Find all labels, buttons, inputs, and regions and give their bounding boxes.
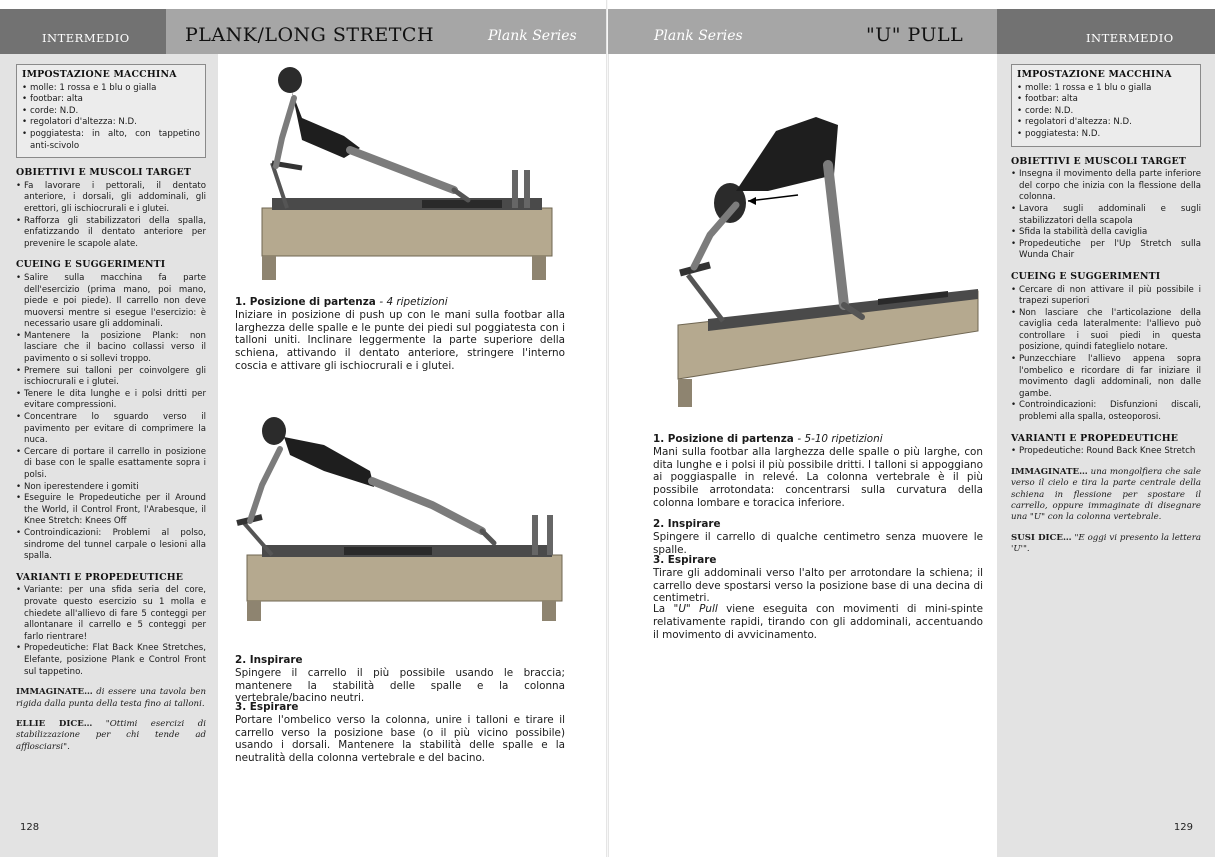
imagine-text: di essere una tavola ben rigida dalla punta della testa fino ai talloni. xyxy=(16,687,207,709)
list-item: • Premere sui talloni per coinvolgere gli ischiocrurali e i glutei. xyxy=(16,366,206,389)
reformer-plank-illustration xyxy=(232,58,572,286)
step-3-title: 3. Espirare xyxy=(653,554,717,566)
imagine-text: una mongolfiera che sale verso il cielo e tira la parte centrale della schiena in flessione per spostare il carrello, oppure immaginate di disegnare una "U" con la colonna vertebrale. xyxy=(1011,466,1201,523)
list-item: • Variante: per una sfida seria del core, provate questo esercizio su 1 molla e chiedete all'allievo di fare 5 conteggi per allontanare il carrello e 5 conteggi per farlo rientrare! xyxy=(16,585,206,643)
u-pull-note xyxy=(653,603,983,641)
imagine-note xyxy=(16,687,206,710)
list-item: • Eseguire le Propedeutiche per il Around the World, il Control Front, l'Arabesque, il Knee Stretch: Knees Off xyxy=(16,493,206,528)
list-item: • poggiatesta: N.D. xyxy=(1017,129,1195,141)
step-2-text: Spingere il carrello di qualche centimetro senza muovere le spalle. xyxy=(653,530,983,556)
top-strip xyxy=(0,0,607,9)
goals-list xyxy=(16,181,206,251)
machine-setup-list xyxy=(1017,83,1195,141)
sidebar-content xyxy=(1011,64,1201,556)
ellie-lead: ELLIE DICE… xyxy=(16,718,93,729)
sidebar-content xyxy=(16,64,206,753)
imagine-note xyxy=(1011,467,1201,524)
list-item: • Controindicazioni: Problemi al polso, sindrome del tunnel carpale o lesioni alla spalla. xyxy=(16,528,206,563)
left-page xyxy=(0,0,607,857)
step-2-text: Spingere il carrello il più possibile usando le braccia; mantenere la stabilità delle spalle e la colonna vertebrale/bacino neutri. xyxy=(235,666,565,705)
step-2-title: 2. Inspirare xyxy=(235,654,303,666)
step-3-title: 3. Espirare xyxy=(235,701,299,713)
photo-u-pull xyxy=(648,95,988,415)
cueing-list xyxy=(1011,285,1201,424)
list-item: • Tenere le dita lunghe e i polsi dritti per evitare compressioni. xyxy=(16,389,206,412)
list-item: • Rafforza gli stabilizzatori della spalla, enfatizzando il dentato anteriore per prevenire le scapole alate. xyxy=(16,216,206,251)
page-number: 128 xyxy=(20,822,40,833)
machine-setup-title: IMPOSTAZIONE MACCHINA xyxy=(1017,69,1172,80)
imagine-lead: IMMAGINATE… xyxy=(16,687,93,698)
step-1 xyxy=(235,296,565,373)
list-item: • Propedeutiche per l'Up Stretch sulla Wunda Chair xyxy=(1011,239,1201,262)
ellie-note xyxy=(16,719,206,753)
photo-plank-start xyxy=(232,58,572,286)
reformer-u-pull-illustration xyxy=(648,95,988,415)
step-1-title xyxy=(235,296,565,309)
step-3 xyxy=(653,554,983,605)
susi-lead: SUSI DICE… xyxy=(1011,532,1072,543)
step-3 xyxy=(235,701,565,765)
list-item: • corde: N.D. xyxy=(22,106,200,118)
list-item: • footbar: alta xyxy=(1017,94,1195,106)
step-2-title: 2. Inspirare xyxy=(653,518,721,530)
u-pull-note-text: viene eseguita con movimenti di mini-spinte relativamente rapidi, tirando con gli addominali, accentuando il movimento di avvicinamento. xyxy=(653,603,984,641)
list-item: • Non lasciare che l'articolazione della caviglia ceda lateralmente: l'allievo può controllare i suoi piedi in questa posizione, quindi fateglielo notare. xyxy=(1011,308,1201,354)
cueing-section xyxy=(1011,271,1201,424)
list-item: • Fa lavorare i pettorali, il dentato anteriore, i dorsali, gli addominali, gli erettori, gli ischiocrurali e i glutei. xyxy=(16,181,206,216)
machine-setup-title: IMPOSTAZIONE MACCHINA xyxy=(22,69,177,80)
right-page xyxy=(608,0,1215,857)
exercise-title: PLANK/LONG STRETCH xyxy=(185,24,435,46)
list-item: • Salire sulla macchina fa parte dell'esercizio (prima mano, poi mano, piede e poi piede). Il carrello non deve muoversi mentre si esegue l'esercizio: è necessario usare gli addominali. xyxy=(16,273,206,331)
goals-section xyxy=(1011,156,1201,262)
list-item: • regolatori d'altezza: N.D. xyxy=(1017,117,1195,129)
list-item: • Propedeutiche: Flat Back Knee Stretches, Elefante, posizione Plank e Control Front sul tappetino. xyxy=(16,643,206,678)
list-item: • Insegna il movimento della parte inferiore del corpo che inizia con la flessione della colonna. xyxy=(1011,169,1201,204)
list-item: • Lavora sugli addominali e sugli stabilizzatori della scapola xyxy=(1011,204,1201,227)
level-label: INTERMEDIO xyxy=(1086,31,1174,45)
list-item: • molle: 1 rossa e 1 blu o gialla xyxy=(1017,83,1195,95)
list-item: • Cercare di portare il carrello in posizione di base con le spalle esattamente sopra i polsi. xyxy=(16,447,206,482)
list-item: • regolatori d'altezza: N.D. xyxy=(22,117,200,129)
step-1-reps: - 4 ripetizioni xyxy=(379,296,448,308)
variants-list xyxy=(1011,446,1201,458)
step-2 xyxy=(653,518,983,556)
list-item: • molle: 1 rossa e 1 blu o gialla xyxy=(22,83,200,95)
cueing-title: CUEING E SUGGERIMENTI xyxy=(16,259,166,271)
step-1-title xyxy=(653,433,983,446)
cueing-list xyxy=(16,273,206,563)
series-label: Plank Series xyxy=(654,28,743,44)
variants-title: VARIANTI E PROPEDEUTICHE xyxy=(16,571,184,583)
series-label: Plank Series xyxy=(488,28,577,44)
list-item: • Controindicazioni: Disfunzioni discali, problemi alla spalla, osteoporosi. xyxy=(1011,400,1201,423)
step-1 xyxy=(653,433,983,510)
list-item: • Mantenere la posizione Plank: non lasciare che il bacino collassi verso il pavimento o si sollevi troppo. xyxy=(16,331,206,366)
step-3-text: Tirare gli addominali verso l'alto per arrotondare la schiena; il carrello deve spostarsi verso la posizione base di una decina di centimetri. xyxy=(653,566,983,605)
cueing-title: CUEING E SUGGERIMENTI xyxy=(1011,270,1161,282)
goals-list xyxy=(1011,169,1201,262)
step-1-text: Iniziare in posizione di push up con le mani sulla footbar alla larghezza delle spalle e le punte dei piedi sul poggiatesta con i talloni uniti. Inclinare leggermente la parte superiore della schiena, attivando il dentato anteriore, stringere l'interno coscia e attivare gli ischiocrurali e i glutei. xyxy=(235,308,565,372)
exercise-title: "U" PULL xyxy=(866,24,964,46)
top-strip xyxy=(608,0,1215,9)
variants-list xyxy=(16,585,206,678)
list-item: • Propedeutiche: Round Back Knee Stretch xyxy=(1011,446,1201,458)
list-item: • Sfida la stabilità della caviglia xyxy=(1011,227,1201,239)
step-1-title-text: 1. Posizione di partenza xyxy=(235,296,376,308)
photo-plank-extended xyxy=(232,405,572,625)
step-2 xyxy=(235,654,565,705)
sidebar xyxy=(997,54,1215,857)
list-item: • poggiatesta: in alto, con tappetino anti-scivolo xyxy=(22,129,200,152)
goals-section xyxy=(16,167,206,250)
machine-setup-list xyxy=(22,83,200,153)
susi-note xyxy=(1011,533,1201,556)
step-1-reps: - 5-10 ripetizioni xyxy=(797,433,883,445)
list-item: • footbar: alta xyxy=(22,94,200,106)
machine-setup-box xyxy=(16,64,206,158)
list-item: • Cercare di non attivare il più possibile i trapezi superiori xyxy=(1011,285,1201,308)
imagine-lead: IMMAGINATE… xyxy=(1011,466,1088,477)
list-item: • Punzecchiare l'allievo appena sopra l'ombelico e ricordare di far iniziare il movimento dagli addominali, non dalle gambe. xyxy=(1011,354,1201,400)
ellie-text: "Ottimi esercizi di stabilizzazione per chi tende ad afflosciarsi". xyxy=(16,718,206,752)
goals-title: OBIETTIVI E MUSCOLI TARGET xyxy=(1011,155,1187,167)
machine-setup-box xyxy=(1011,64,1201,147)
step-3-text: Portare l'ombelico verso la colonna, unire i talloni e tirare il carrello verso la posizione base (o il più vicino possibile) usando i dorsali. Mantenere la stabilità delle spalle e la neutralità della colonna vertebrale e del bacino. xyxy=(235,713,565,765)
page-number: 129 xyxy=(1173,822,1193,833)
list-item: • corde: N.D. xyxy=(1017,106,1195,118)
reformer-stretch-illustration xyxy=(232,405,572,625)
step-1-title-text: 1. Posizione di partenza xyxy=(653,433,794,445)
list-item: • Non iperestendere i gomiti xyxy=(16,482,206,494)
level-label: INTERMEDIO xyxy=(42,31,130,45)
u-pull-note-name: "U" Pull xyxy=(673,603,718,615)
variants-section xyxy=(16,572,206,678)
step-1-text: Mani sulla footbar alla larghezza delle spalle o più larghe, con dita lunghe e i polsi il più possibile dritti. I talloni si appoggiano ai poggiaspalle in relevé. La colonna vertebrale è il più possibile arrotondata: concentrarsi sulla curvatura della colonna lombare e toracica inferiore. xyxy=(653,445,983,509)
sidebar xyxy=(0,54,218,857)
variants-title: VARIANTI E PROPEDEUTICHE xyxy=(1011,432,1179,444)
u-pull-note-pre: La xyxy=(653,603,666,615)
list-item: • Concentrare lo sguardo verso il pavimento per evitare di comprimere la nuca. xyxy=(16,412,206,447)
cueing-section xyxy=(16,259,206,562)
variants-section xyxy=(1011,433,1201,458)
goals-title: OBIETTIVI E MUSCOLI TARGET xyxy=(16,167,192,179)
susi-text: "E oggi vi presento la lettera 'U'". xyxy=(1011,532,1201,555)
